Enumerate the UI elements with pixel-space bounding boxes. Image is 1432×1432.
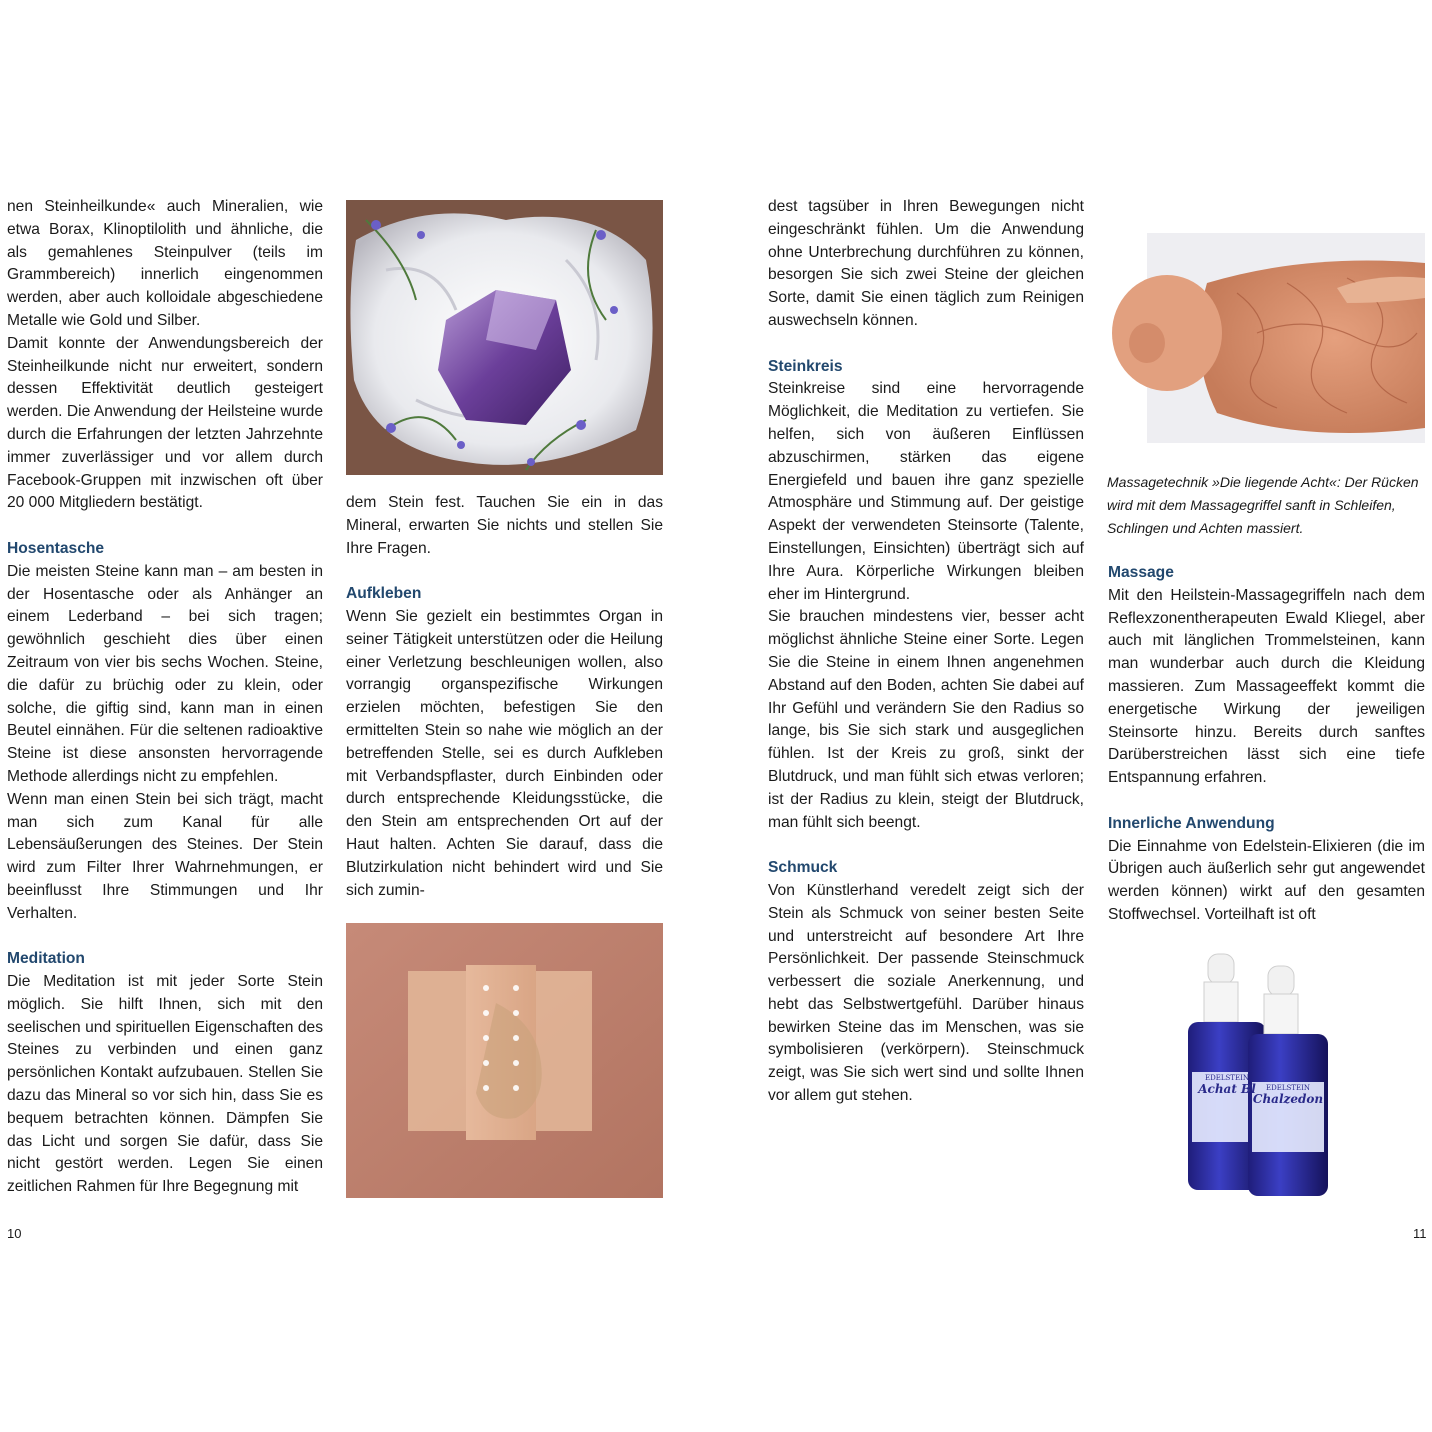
bottle-label-2 [1252,1084,1324,1106]
bottle-label-name: Achat Bl [1198,1082,1256,1096]
paragraph: dem Stein fest. Tauchen Sie ein in das Mineral, erwarten Sie nichts und stellen Sie Ihre Fragen. [346,494,663,557]
amethyst-photo [346,200,663,475]
bottle-label-name: Chalzedon [1252,1092,1324,1106]
paragraph: Die Einnahme von Edelstein-Elixieren (die im Übrigen auch äußerlich sehr gut angewendet werden können) wirkt auf den gesamten Stoffwechsel. Vorteilhaft ist oft [1108,837,1425,923]
plaster-photo [346,923,663,1198]
heading-massage: Massage [1108,564,1174,581]
massage-caption: Massagetechnik »Die liegende Acht«: Der Rücken wird mit dem Massagegriffel sanft in Schleifen, Schlingen und Achten massiert. [1107,474,1419,536]
column-3 [768,196,1084,1108]
page-number-right: 11 [1413,1226,1427,1241]
paragraph: Sie brauchen mindestens vier, besser acht möglichst ähnliche Steine einer Sorte. Legen Sie die Steine in einem Ihnen angenehmen Abstand auf den Boden, achten Sie dabei auf Ihr Gefühl und verändern Sie den Radius so lange, bis Sie sich stark und ausgeglichen fühlen. Ist der Kreis zu groß, sinkt der Blutdruck, und man fühlt sich etwas verloren; ist der Radius zu klein, steigt der Blutdruck, man fühlt sich beengt. [768,608,1084,831]
paragraph: dest tagsüber in Ihren Bewegungen nicht eingeschränkt fühlen. Um die Anwendung ohne Unterbrechung durchführen zu können, besorgen Sie sich zwei Steine der gleichen Sorte, damit Sie einen täglich zum Reinigen auswechseln können. [768,198,1084,329]
column-1 [7,196,323,1199]
heading-meditation: Meditation [7,950,85,968]
heading-hosentasche: Hosentasche [7,539,105,557]
massage-photo [1107,193,1425,451]
column-2 [346,492,663,902]
paragraph: Die Meditation ist mit jeder Sorte Stein möglich. Sie hilft Ihnen, sich mit den seelischen und spirituellen Eigenschaften des Steines zu verbinden und einen ganz persönlichen Kontakt aufzubauen. Stellen Sie dazu das Mineral so vor sich hin, dass Sie es bequem betrachten können. Dämpfen Sie das Licht und sorgen Sie dafür, dass Sie nicht gestört werden. Legen Sie einen zeitlichen Rahmen für Ihre Begegnung mit [7,973,323,1196]
paragraph: nen Steinheilkunde« auch Mineralien, wie etwa Borax, Klinoptilolith und ähnliche, die als gemahlenes Steinpulver (teils im Grammbereich) innerlich eingenommen werden, aber auch kolloidale abgeschiedene Metalle wie Gold und Silber. [7,198,323,329]
bottle-label-top: EDELSTEIN [1205,1074,1249,1082]
heading-innerliche-anwendung: Innerliche Anwendung [1108,814,1275,832]
paragraph: Steinkreise sind eine hervorragende Möglichkeit, die Meditation zu vertiefen. Sie helfen, sich von äußeren Einflüssen abzuschirmen, stärken das eigene Energiefeld und bauen ihre ganz spezielle Atmosphäre und Stimmung auf. Der geistige Aspekt der verwendeten Steinsorte (Talente, Einstellungen, Einsichten) überträgt sich auf Ihre Aura. Körperliche Wirkungen bleiben eher im Hintergrund. [768,380,1084,603]
bottle-label-top: EDELSTEIN [1266,1084,1310,1092]
page-number-left: 10 [7,1226,22,1241]
paragraph: Wenn Sie gezielt ein bestimmtes Organ in seiner Tätigkeit unterstützen oder die Heilung einer Verletzung beschleunigen wollen, also vorrangig organspezifische Wirkungen erzielen möchten, befestigen Sie den ermittelten Stein so nahe wie möglich an der betreffenden Stelle, sei es durch Aufkleben mit Verbandspflaster, durch Einbinden oder durch entsprechende Kleidungsstücke, die den Stein am entsprechenden Ort auf der Haut halten. Achten Sie darauf, dass die Blutzirkulation nicht behindert wird und Sie sich zumin- [346,607,663,899]
paragraph: Mit den Heilstein-Massagegriffeln nach dem Reflexzonentherapeuten Ewald Kliegel, aber auch mit länglichen Trommelsteinen, kann man wunderbar auch durch die Kleidung massieren. Zum Massageeffekt kommt die energetische Wirkung der jeweiligen Steinsorte hinzu. Bereits durch sanftes Darüberstreichen lässt sich eine tiefe Entspannung erfahren. [1108,586,1425,787]
paragraph: Von Künstlerhand veredelt zeigt sich der Stein als Schmuck von seiner besten Seite und unterstreicht auf besondere Art Ihre Persönlichkeit. Der passende Steinschmuck verbessert die soziale Anerkennung, und hebt das Selbstwertgefühl. Darüber hinaus bewirken Steine das im Menschen, was sie symbolisieren (verkörpern). Steinschmuck zeigt, was Sie sich wert sind und sollte Ihnen vor allem gut stehen. [768,881,1084,1105]
heading-steinkreis: Steinkreis [768,357,843,375]
column-4 [1108,562,1425,927]
heading-aufkleben: Aufkleben [346,585,422,603]
paragraph: Wenn man einen Stein bei sich trägt, macht man sich zum Kanal für alle Lebensäußerungen des Steines. Der Stein wird zum Filter Ihrer Wahrnehmungen, er beeinflusst Ihre Stimmungen und Ihr Verhalten. [7,790,323,922]
paragraph: Damit konnte der Anwendungsbereich der Steinheilkunde nicht nur erweitert, sondern dessen Effektivität deutlich gesteigert werden. Die Anwendung der Heilsteine wurde durch die Erfahrungen der letzten Jahrzehnte immer zuverlässiger und vor allem durch Facebook-Gruppen mit inzwischen oft über 20 000 Mitgliedern bestätigt. [7,334,323,512]
paragraph: Die meisten Steine kann man – am besten in der Hosentasche oder als Anhänger an einem Lederband – bei sich tragen; gewöhnlich geschieht dies über einen Zeitraum von vier bis sechs Wochen. Steine, die dafür zu brüchig oder zu klein, oder solche, die giftig sind, kann man in einen Beutel einnähen. Für die seltenen radioaktive Steine ist diese ansonsten hervorragende Methode allerdings nicht zu empfehlen. [7,562,323,785]
bottles-photo [1180,944,1340,1204]
heading-schmuck: Schmuck [768,859,838,877]
